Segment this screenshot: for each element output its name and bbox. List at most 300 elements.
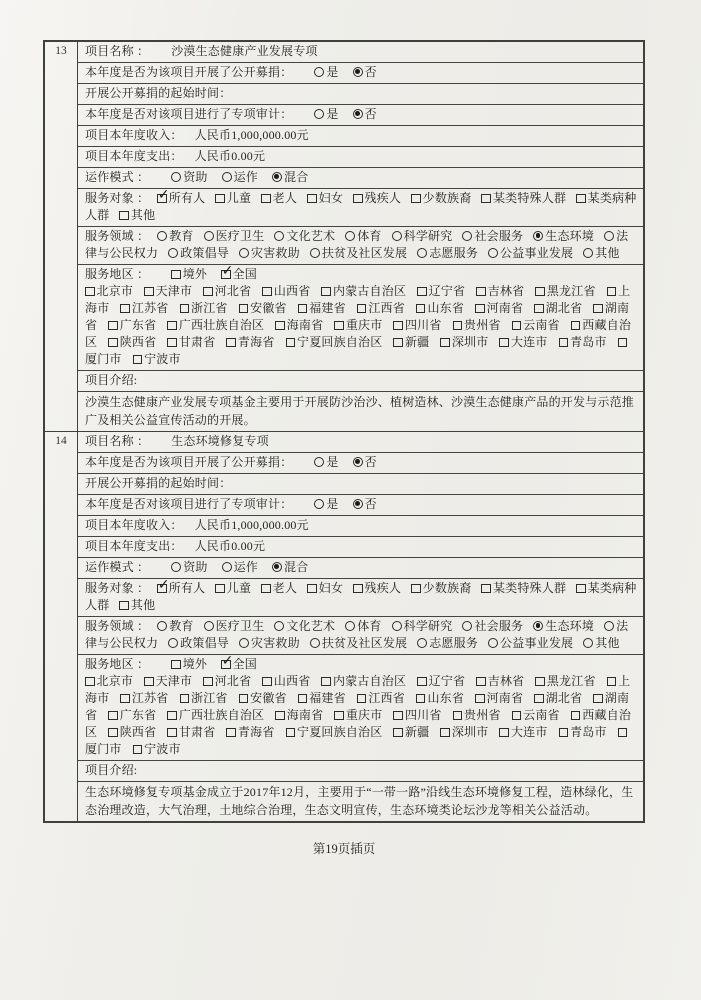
checkbox-unselected-icon[interactable] — [262, 677, 272, 687]
checkbox-option[interactable] — [215, 581, 251, 595]
checkbox-option[interactable] — [307, 191, 343, 205]
option-label: 其他 — [130, 208, 156, 222]
checkbox-unselected-icon[interactable] — [607, 287, 617, 297]
option-label: 广东省 — [119, 318, 157, 332]
radio-selected-icon[interactable] — [353, 67, 363, 77]
radio-selected-icon[interactable] — [353, 109, 363, 119]
radio-option[interactable] — [204, 619, 265, 633]
radio-unselected-icon[interactable] — [168, 248, 178, 258]
checkbox-option[interactable] — [167, 708, 264, 722]
checkbox-option[interactable] — [262, 674, 310, 688]
radio-unselected-icon[interactable] — [462, 231, 472, 241]
checkbox-selected-icon[interactable] — [157, 194, 167, 204]
radio-option[interactable] — [488, 636, 573, 650]
checkbox-option[interactable] — [157, 581, 205, 595]
radio-option[interactable] — [392, 619, 453, 633]
radio-unselected-icon[interactable] — [392, 621, 402, 631]
checkbox-unselected-icon[interactable] — [357, 694, 367, 704]
checkbox-unselected-icon[interactable] — [559, 728, 569, 738]
audit-question-label: 本年度是否对该项目进行了专项审计： — [85, 497, 293, 511]
checkbox-unselected-icon[interactable] — [321, 287, 331, 297]
radio-selected-icon[interactable] — [353, 499, 363, 509]
checkbox-unselected-icon[interactable] — [334, 711, 344, 721]
checkbox-option[interactable] — [559, 725, 607, 739]
radio-option[interactable] — [488, 246, 573, 260]
checkbox-unselected-icon[interactable] — [607, 677, 617, 687]
checkbox-unselected-icon[interactable] — [353, 194, 363, 204]
radio-unselected-icon[interactable] — [204, 231, 214, 241]
radio-option[interactable] — [168, 636, 229, 650]
radio-selected-icon[interactable] — [272, 562, 282, 572]
radio-option[interactable] — [353, 455, 377, 469]
radio-unselected-icon[interactable] — [171, 172, 181, 182]
radio-unselected-icon[interactable] — [314, 109, 324, 119]
checkbox-option[interactable] — [334, 708, 382, 722]
checkbox-selected-icon[interactable] — [221, 660, 231, 670]
radio-option[interactable] — [392, 229, 453, 243]
checkbox-unselected-icon[interactable] — [476, 287, 486, 297]
checkbox-unselected-icon[interactable] — [393, 321, 403, 331]
checkbox-option[interactable] — [171, 657, 207, 671]
checkbox-option[interactable] — [120, 301, 168, 315]
radio-unselected-icon[interactable] — [239, 248, 249, 258]
radio-option[interactable] — [345, 229, 381, 243]
checkbox-option[interactable] — [180, 301, 228, 315]
checkbox-unselected-icon[interactable] — [144, 677, 154, 687]
checkbox-unselected-icon[interactable] — [559, 338, 569, 348]
checkbox-selected-icon[interactable] — [221, 270, 231, 280]
radio-unselected-icon[interactable] — [488, 248, 498, 258]
checkbox-option[interactable] — [559, 335, 607, 349]
radio-unselected-icon[interactable] — [583, 638, 593, 648]
checkbox-option[interactable] — [307, 581, 343, 595]
checkbox-unselected-icon[interactable] — [261, 194, 271, 204]
checkbox-unselected-icon[interactable] — [453, 321, 463, 331]
checkbox-option[interactable] — [481, 581, 566, 595]
radio-unselected-icon[interactable] — [204, 621, 214, 631]
option-label: 宁夏回族自治区 — [297, 335, 383, 349]
radio-option[interactable] — [314, 455, 338, 469]
checkbox-unselected-icon[interactable] — [226, 338, 236, 348]
checkbox-option[interactable] — [321, 674, 406, 688]
radio-unselected-icon[interactable] — [462, 621, 472, 631]
radio-option[interactable] — [274, 619, 335, 633]
fundraise-time-row — [78, 84, 643, 105]
radio-option[interactable] — [310, 636, 407, 650]
checkbox-option[interactable] — [119, 208, 155, 222]
checkbox-option[interactable] — [203, 284, 251, 298]
option-label: 湖北省 — [545, 691, 583, 705]
radio-option[interactable] — [314, 497, 338, 511]
checkbox-unselected-icon[interactable] — [453, 711, 463, 721]
radio-option[interactable] — [157, 229, 193, 243]
checkbox-unselected-icon[interactable] — [167, 728, 177, 738]
checkbox-unselected-icon[interactable] — [307, 584, 317, 594]
checkbox-option[interactable] — [133, 742, 181, 756]
checkbox-unselected-icon[interactable] — [571, 321, 581, 331]
option-label: 甘肃省 — [178, 335, 216, 349]
checkbox-option[interactable] — [417, 284, 465, 298]
radio-unselected-icon[interactable] — [274, 621, 284, 631]
radio-option[interactable] — [353, 65, 377, 79]
radio-option[interactable] — [533, 619, 594, 633]
checkbox-option[interactable] — [286, 335, 383, 349]
radio-option[interactable] — [274, 229, 335, 243]
checkbox-option[interactable] — [334, 318, 382, 332]
checkbox-option[interactable] — [298, 691, 346, 705]
checkbox-option[interactable] — [108, 335, 156, 349]
checkbox-option[interactable] — [239, 301, 287, 315]
radio-option[interactable] — [310, 246, 407, 260]
checkbox-unselected-icon[interactable] — [417, 677, 427, 687]
checkbox-unselected-icon[interactable] — [411, 194, 421, 204]
checkbox-option[interactable] — [499, 725, 547, 739]
checkbox-option[interactable] — [411, 191, 471, 205]
radio-unselected-icon[interactable] — [157, 231, 167, 241]
checkbox-unselected-icon[interactable] — [411, 584, 421, 594]
checkbox-option[interactable] — [535, 674, 595, 688]
radio-option[interactable] — [272, 560, 308, 574]
checkbox-unselected-icon[interactable] — [618, 338, 628, 348]
checkbox-option[interactable] — [393, 335, 429, 349]
intro-text-row — [78, 782, 643, 821]
checkbox-unselected-icon[interactable] — [180, 304, 190, 314]
checkbox-option[interactable] — [476, 284, 524, 298]
option-label: 其他 — [595, 636, 620, 650]
checkbox-option[interactable] — [535, 284, 595, 298]
checkbox-option[interactable] — [411, 581, 471, 595]
radio-unselected-icon[interactable] — [171, 562, 181, 572]
checkbox-option[interactable] — [321, 284, 406, 298]
radio-option[interactable] — [345, 619, 381, 633]
checkbox-unselected-icon[interactable] — [417, 287, 427, 297]
option-label: 运作 — [233, 170, 259, 184]
checkbox-option[interactable] — [393, 318, 441, 332]
checkbox-unselected-icon[interactable] — [167, 338, 177, 348]
checkbox-option[interactable] — [226, 335, 274, 349]
checkbox-unselected-icon[interactable] — [133, 355, 143, 365]
radio-unselected-icon[interactable] — [345, 231, 355, 241]
checkbox-unselected-icon[interactable] — [275, 321, 285, 331]
checkbox-unselected-icon[interactable] — [393, 338, 403, 348]
checkbox-option[interactable] — [261, 191, 297, 205]
checkbox-unselected-icon[interactable] — [475, 304, 485, 314]
option-label: 志愿服务 — [429, 636, 479, 650]
radio-option[interactable] — [222, 170, 258, 184]
radio-option[interactable] — [417, 636, 478, 650]
checkbox-unselected-icon[interactable] — [534, 694, 544, 704]
checkbox-unselected-icon[interactable] — [171, 270, 181, 280]
checkbox-unselected-icon[interactable] — [203, 677, 213, 687]
checkbox-unselected-icon[interactable] — [120, 694, 130, 704]
checkbox-unselected-icon[interactable] — [85, 287, 95, 297]
radio-unselected-icon[interactable] — [417, 248, 427, 258]
checkbox-option[interactable] — [298, 301, 346, 315]
checkbox-option[interactable] — [534, 691, 582, 705]
checkbox-option[interactable] — [416, 691, 464, 705]
radio-option[interactable] — [314, 65, 338, 79]
radio-unselected-icon[interactable] — [310, 638, 320, 648]
radio-unselected-icon[interactable] — [314, 457, 324, 467]
checkbox-option[interactable] — [215, 191, 251, 205]
checkbox-option[interactable] — [475, 691, 523, 705]
radio-option[interactable] — [239, 246, 300, 260]
radio-option[interactable] — [353, 107, 377, 121]
radio-option[interactable] — [533, 229, 594, 243]
option-label: 是 — [326, 497, 339, 511]
radio-option[interactable] — [171, 170, 207, 184]
radio-selected-icon[interactable] — [353, 457, 363, 467]
radio-unselected-icon[interactable] — [314, 499, 324, 509]
radio-unselected-icon[interactable] — [274, 231, 284, 241]
checkbox-unselected-icon[interactable] — [108, 338, 118, 348]
checkbox-unselected-icon[interactable] — [393, 728, 403, 738]
option-label: 境外 — [182, 657, 208, 671]
checkbox-unselected-icon[interactable] — [393, 711, 403, 721]
checkbox-unselected-icon[interactable] — [476, 677, 486, 687]
checkbox-unselected-icon[interactable] — [512, 711, 522, 721]
radio-unselected-icon[interactable] — [168, 638, 178, 648]
checkbox-option[interactable] — [393, 725, 429, 739]
option-label: 湖南省 — [85, 691, 630, 722]
checkbox-unselected-icon[interactable] — [534, 304, 544, 314]
checkbox-unselected-icon[interactable] — [286, 338, 296, 348]
checkbox-unselected-icon[interactable] — [167, 321, 177, 331]
service-domains-row — [78, 227, 643, 265]
checkbox-option[interactable] — [353, 581, 401, 595]
checkbox-option[interactable] — [286, 725, 383, 739]
checkbox-option[interactable] — [133, 352, 181, 366]
checkbox-unselected-icon[interactable] — [416, 694, 426, 704]
radio-unselected-icon[interactable] — [583, 248, 593, 258]
checkbox-unselected-icon[interactable] — [215, 194, 225, 204]
checkbox-option[interactable] — [393, 708, 441, 722]
checkbox-unselected-icon[interactable] — [499, 728, 509, 738]
checkbox-option[interactable] — [440, 725, 488, 739]
checkbox-unselected-icon[interactable] — [353, 584, 363, 594]
checkbox-unselected-icon[interactable] — [618, 728, 628, 738]
radio-unselected-icon[interactable] — [239, 638, 249, 648]
audit-radio-group — [314, 497, 390, 511]
checkbox-option[interactable] — [203, 674, 251, 688]
checkbox-unselected-icon[interactable] — [286, 728, 296, 738]
checkbox-option[interactable] — [85, 284, 133, 298]
option-label: 宁夏回族自治区 — [297, 725, 383, 739]
radio-option[interactable] — [204, 229, 265, 243]
radio-unselected-icon[interactable] — [417, 638, 427, 648]
radio-option[interactable] — [314, 107, 338, 121]
option-label: 其他 — [595, 246, 620, 260]
checkbox-option[interactable] — [417, 674, 465, 688]
checkbox-option[interactable] — [261, 581, 297, 595]
option-label: 生态环境 — [545, 229, 595, 243]
checkbox-option[interactable] — [534, 301, 582, 315]
checkbox-unselected-icon[interactable] — [133, 745, 143, 755]
radio-unselected-icon[interactable] — [604, 231, 614, 241]
project-section-body — [78, 432, 643, 821]
checkbox-unselected-icon[interactable] — [357, 304, 367, 314]
checkbox-unselected-icon[interactable] — [85, 677, 95, 687]
checkbox-unselected-icon[interactable] — [119, 211, 129, 221]
checkbox-option[interactable] — [453, 318, 501, 332]
checkbox-unselected-icon[interactable] — [512, 321, 522, 331]
radio-option[interactable] — [462, 229, 523, 243]
checkbox-unselected-icon[interactable] — [275, 711, 285, 721]
checkbox-option[interactable] — [353, 191, 401, 205]
option-label: 科学研究 — [403, 619, 453, 633]
checkbox-unselected-icon[interactable] — [120, 304, 130, 314]
checkbox-option[interactable] — [512, 708, 560, 722]
option-label: 黑龙江省 — [546, 674, 596, 688]
checkbox-option[interactable] — [221, 657, 257, 671]
checkbox-option[interactable] — [357, 691, 405, 705]
checkbox-unselected-icon[interactable] — [576, 194, 586, 204]
checkbox-unselected-icon[interactable] — [239, 304, 249, 314]
checkbox-option[interactable] — [108, 318, 156, 332]
option-label: 新疆 — [404, 335, 430, 349]
radio-unselected-icon[interactable] — [488, 638, 498, 648]
checkbox-option[interactable] — [119, 598, 155, 612]
radio-unselected-icon[interactable] — [222, 562, 232, 572]
checkbox-unselected-icon[interactable] — [475, 694, 485, 704]
option-label: 志愿服务 — [429, 246, 479, 260]
checkbox-option[interactable] — [167, 725, 215, 739]
checkbox-option[interactable] — [476, 674, 524, 688]
checkbox-option[interactable] — [512, 318, 560, 332]
radio-unselected-icon[interactable] — [392, 231, 402, 241]
checkbox-unselected-icon[interactable] — [499, 338, 509, 348]
checkbox-unselected-icon[interactable] — [167, 711, 177, 721]
checkbox-unselected-icon[interactable] — [307, 194, 317, 204]
checkbox-unselected-icon[interactable] — [108, 728, 118, 738]
checkbox-option[interactable] — [144, 674, 192, 688]
option-label: 灾害救助 — [251, 246, 300, 260]
option-label: 北京市 — [96, 284, 134, 298]
checkbox-unselected-icon[interactable] — [171, 660, 181, 670]
checkbox-unselected-icon[interactable] — [180, 694, 190, 704]
radio-option[interactable] — [583, 636, 619, 650]
option-label: 上海市 — [85, 674, 631, 705]
radio-unselected-icon[interactable] — [222, 172, 232, 182]
checkbox-unselected-icon[interactable] — [261, 584, 271, 594]
service-domains-radio-group — [85, 229, 630, 260]
fundraise-time-label: 开展公开募捐的起始时间： — [85, 476, 232, 490]
checkbox-unselected-icon[interactable] — [576, 584, 586, 594]
checkbox-option[interactable] — [499, 335, 547, 349]
service-regions-provinces — [85, 283, 637, 368]
checkbox-option[interactable] — [167, 318, 264, 332]
checkbox-option[interactable] — [144, 284, 192, 298]
radio-selected-icon[interactable] — [533, 621, 543, 631]
option-label: 山东省 — [427, 301, 465, 315]
checkbox-unselected-icon[interactable] — [298, 304, 308, 314]
checkbox-option[interactable] — [108, 725, 156, 739]
checkbox-option[interactable] — [157, 191, 205, 205]
checkbox-option[interactable] — [262, 284, 310, 298]
checkbox-unselected-icon[interactable] — [298, 694, 308, 704]
radio-option[interactable] — [417, 246, 478, 260]
service-regions-row — [78, 655, 643, 761]
option-label: 云南省 — [523, 318, 560, 332]
checkbox-option[interactable] — [120, 691, 168, 705]
checkbox-unselected-icon[interactable] — [440, 728, 450, 738]
checkbox-unselected-icon[interactable] — [593, 304, 603, 314]
radio-option[interactable] — [583, 246, 619, 260]
checkbox-unselected-icon[interactable] — [481, 194, 491, 204]
radio-unselected-icon[interactable] — [345, 621, 355, 631]
checkbox-option[interactable] — [108, 708, 156, 722]
checkbox-unselected-icon[interactable] — [535, 677, 545, 687]
radio-unselected-icon[interactable] — [314, 67, 324, 77]
option-label: 扶贫及社区发展 — [321, 636, 408, 650]
checkbox-option[interactable] — [475, 301, 523, 315]
checkbox-option[interactable] — [171, 267, 207, 281]
checkbox-unselected-icon[interactable] — [334, 321, 344, 331]
checkbox-unselected-icon[interactable] — [481, 584, 491, 594]
checkbox-option[interactable] — [167, 335, 215, 349]
radio-unselected-icon[interactable] — [604, 621, 614, 631]
radio-option[interactable] — [239, 636, 300, 650]
checkbox-unselected-icon[interactable] — [215, 584, 225, 594]
radio-selected-icon[interactable] — [533, 231, 543, 241]
radio-option[interactable] — [168, 246, 229, 260]
option-label: 全国 — [232, 267, 258, 281]
checkbox-option[interactable] — [226, 725, 274, 739]
radio-option[interactable] — [157, 619, 193, 633]
checkbox-option[interactable] — [239, 691, 287, 705]
checkbox-option[interactable] — [221, 267, 257, 281]
radio-option[interactable] — [222, 560, 258, 574]
radio-option[interactable] — [462, 619, 523, 633]
checkbox-unselected-icon[interactable] — [321, 677, 331, 687]
checkbox-option[interactable] — [481, 191, 566, 205]
checkbox-unselected-icon[interactable] — [440, 338, 450, 348]
checkbox-unselected-icon[interactable] — [144, 287, 154, 297]
checkbox-unselected-icon[interactable] — [108, 321, 118, 331]
radio-selected-icon[interactable] — [272, 172, 282, 182]
radio-unselected-icon[interactable] — [157, 621, 167, 631]
option-label: 山西省 — [273, 674, 311, 688]
checkbox-option[interactable] — [180, 691, 228, 705]
checkbox-unselected-icon[interactable] — [416, 304, 426, 314]
radio-option[interactable] — [171, 560, 207, 574]
checkbox-option[interactable] — [85, 674, 133, 688]
checkbox-option[interactable] — [275, 318, 323, 332]
checkbox-unselected-icon[interactable] — [535, 287, 545, 297]
option-label: 河南省 — [486, 301, 524, 315]
checkbox-option[interactable] — [440, 335, 488, 349]
checkbox-unselected-icon[interactable] — [108, 711, 118, 721]
checkbox-option[interactable] — [275, 708, 323, 722]
checkbox-unselected-icon[interactable] — [571, 711, 581, 721]
checkbox-unselected-icon[interactable] — [239, 694, 249, 704]
checkbox-option[interactable] — [453, 708, 501, 722]
checkbox-option[interactable] — [416, 301, 464, 315]
checkbox-unselected-icon[interactable] — [262, 287, 272, 297]
checkbox-selected-icon[interactable] — [157, 584, 167, 594]
checkbox-unselected-icon[interactable] — [119, 601, 129, 611]
radio-option[interactable] — [353, 497, 377, 511]
form-table — [43, 40, 645, 823]
radio-option[interactable] — [272, 170, 308, 184]
operation-mode-label: 运作模式 ： — [85, 170, 150, 184]
radio-unselected-icon[interactable] — [310, 248, 320, 258]
checkbox-unselected-icon[interactable] — [203, 287, 213, 297]
option-label: 内蒙古自治区 — [332, 674, 407, 688]
checkbox-unselected-icon[interactable] — [593, 694, 603, 704]
checkbox-unselected-icon[interactable] — [226, 728, 236, 738]
checkbox-option[interactable] — [357, 301, 405, 315]
